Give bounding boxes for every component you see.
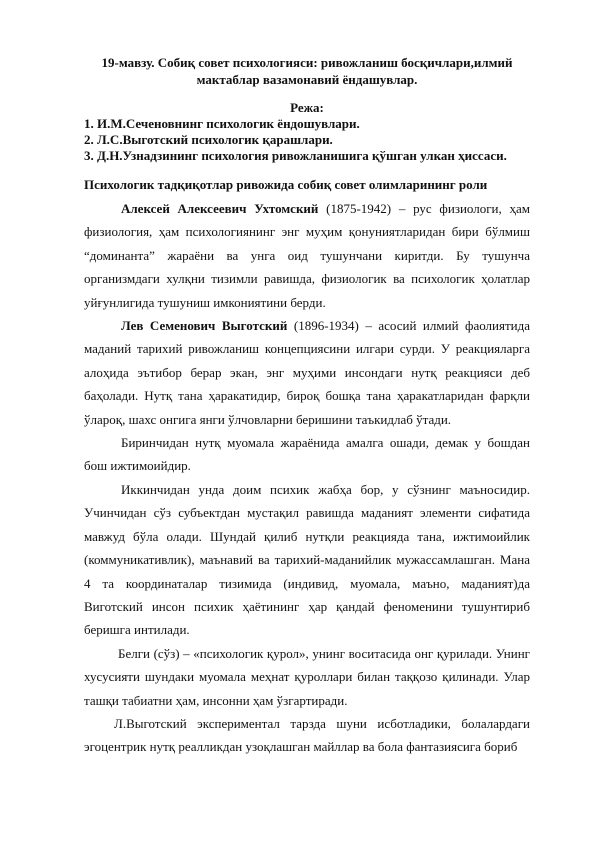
paragraph-vygotsky xyxy=(84,314,530,431)
section-heading: Психологик тадқиқотлар ривожида собиқ совет олимларининг роли xyxy=(84,177,488,192)
paragraph-ukhtomsky xyxy=(84,197,530,314)
plan-item: 3. Д.Н.Узнадзининг психология ривожланишига қўшган улкан ҳиссаси. xyxy=(84,148,507,163)
paragraph-experiment xyxy=(84,712,530,759)
paragraph-bold-name: Алексей Алексеевич Ухтомский xyxy=(121,201,319,216)
paragraph-sign-word xyxy=(84,642,530,712)
paragraph-first-point xyxy=(84,431,530,478)
document-page xyxy=(84,54,530,759)
title-line-2: мактаблар вазамонавий ёндашувлар. xyxy=(196,72,418,87)
paragraph-text: Белги (сўз) – «психологик қурол», унинг воситасида онг қурилади. Унинг хусусияти шундаки муомала меҳнат қуроллари билан таққозо қилинади. Улар ташқи табиатни ҳам, инсонни ҳам ўзгартиради. xyxy=(84,645,530,708)
document-title xyxy=(84,54,530,88)
plan-item: 2. Л.С.Выготский психологик қарашлари. xyxy=(84,132,333,147)
paragraph-text: Иккинчидан унда доим психик жабҳа бор, у сўзнинг маъносидир. Учинчидан сўз субъектдан мустақил равишда маданият элементи сифатида мавжуд бўла олади. Шундай қилиб нутқли реакцияда тана, ижтимоийлик (коммуникативлик), маънавий ва тарихий-маданийлик мужассамлашган. Мана 4 та координаталар тизимида (индивид, муомала, маъно, маданият)да Виготский инсон психик ҳаётининг ҳар қандай феноменини тушунтириб беришга интилади. xyxy=(84,481,530,638)
paragraph-text: Биринчидан нутқ муомала жараёнида амалга ошади, демак у бошдан бош ижтимоийдир. xyxy=(84,435,530,474)
plan-list xyxy=(84,116,530,164)
title-line-1: 19-мавзу. Собиқ совет психологияси: ривожланиш босқичлари,илмий xyxy=(101,55,513,70)
paragraph-bold-name: Лев Семенович Выготский xyxy=(121,318,288,334)
paragraph-text: (1875-1942) – рус физиологи, ҳам физиология, ҳам психологиянинг энг муҳим қонуниятларидан бири бўлмиш “доминанта” жараёни ва унга оид тушунчани киритди. Бу тушунча организмдаги хулқни тизимли равишда, физиологик ва психологик ҳолатлар уйғунлигида тушуниш имкониятини берди. xyxy=(84,201,530,310)
plan-heading: Режа: xyxy=(290,100,324,115)
paragraph-text: Л.Выготский экспериментал тарзда шуни исботладики, болалардаги эгоцентрик нутқ реалликдан узоқлашган майллар ва бола фантазиясига бориб xyxy=(84,715,530,755)
plan-item: 1. И.М.Сеченовнинг психологик ёндошувлари. xyxy=(84,116,360,131)
paragraph-second-point xyxy=(84,478,530,642)
paragraph-text: (1896-1934) – асосий илмий фаолиятида маданий тарихий ривожланиш концепциясини илгари сурди. У реакцияларга алоҳида эътибор берар экан, энг муҳими инсондаги нутқ реакцияси деб баҳолади. Нутқ тана ҳаракатидир, бироқ бошқа тана ҳаракатларидан фарқли ўлароқ, шахс онгига янги ўлчовларни беришини таъкидлаб ўтади. xyxy=(84,318,530,427)
